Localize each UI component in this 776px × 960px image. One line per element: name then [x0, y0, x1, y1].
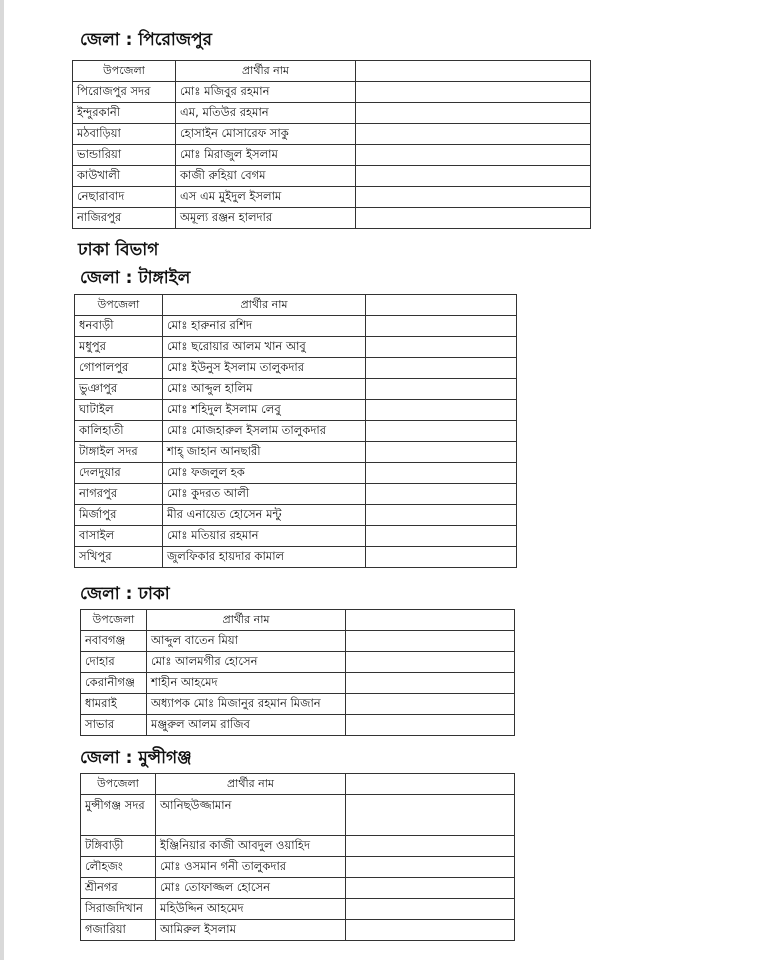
- candidate-cell: মোঃ মিরাজুল ইসলাম: [176, 145, 356, 166]
- table-header-row: [75, 295, 517, 316]
- empty-cell: [366, 421, 517, 442]
- table-row: [75, 316, 517, 337]
- empty-cell: [346, 795, 515, 836]
- header-empty: [346, 610, 515, 631]
- upazila-cell: ভুঞাপুর: [75, 379, 163, 400]
- empty-cell: [356, 166, 591, 187]
- upazila-cell: মঠবাড়িয়া: [73, 124, 176, 145]
- table-row: [73, 103, 591, 124]
- table-row: [81, 715, 515, 736]
- upazila-cell: ধামরাই: [81, 694, 147, 715]
- empty-cell: [346, 673, 515, 694]
- empty-cell: [366, 337, 517, 358]
- empty-cell: [366, 526, 517, 547]
- table-munshiganj: [80, 773, 515, 941]
- table-row: [81, 920, 515, 941]
- table-row: [75, 484, 517, 505]
- header-candidate: প্রার্থীর নাম: [147, 610, 346, 631]
- candidate-cell: শাহ্ জাহান আনছারী: [163, 442, 366, 463]
- candidate-cell: আমিরুল ইসলাম: [156, 920, 346, 941]
- empty-cell: [356, 187, 591, 208]
- header-empty: [346, 774, 515, 795]
- table-row: [81, 795, 515, 836]
- candidate-cell: এস এম মুইদুল ইসলাম: [176, 187, 356, 208]
- district-title-pirojpur: জেলা : পিরোজপুর: [80, 30, 212, 50]
- table-row: [75, 547, 517, 568]
- candidate-cell: মোঃ শহিদুল ইসলাম লেবু: [163, 400, 366, 421]
- candidate-cell: মোঃ ওসমান গনী তালুকদার: [156, 857, 346, 878]
- candidate-cell: ইঞ্জিনিয়ার কাজী আবদুল ওয়াহিদ: [156, 836, 346, 857]
- candidate-cell: মোঃ মজিবুর রহমান: [176, 82, 356, 103]
- header-candidate: প্রার্থীর নাম: [176, 61, 356, 82]
- upazila-cell: নাগরপুর: [75, 484, 163, 505]
- empty-cell: [366, 484, 517, 505]
- upazila-cell: ভান্ডারিয়া: [73, 145, 176, 166]
- upazila-cell: ধনবাড়ী: [75, 316, 163, 337]
- upazila-cell: বাসাইল: [75, 526, 163, 547]
- candidate-cell: শাহীন আহমেদ: [147, 673, 346, 694]
- header-upazila: উপজেলা: [81, 610, 147, 631]
- upazila-cell: সাভার: [81, 715, 147, 736]
- empty-cell: [346, 715, 515, 736]
- table-pirojpur: [72, 60, 591, 229]
- table-row: [73, 124, 591, 145]
- table-row: [81, 878, 515, 899]
- upazila-cell: মধুপুর: [75, 337, 163, 358]
- header-upazila: উপজেলা: [75, 295, 163, 316]
- district-title-tangail: জেলা : টাঙ্গাইল: [80, 268, 191, 288]
- empty-cell: [366, 547, 517, 568]
- table-row: [73, 208, 591, 229]
- upazila-cell: লৌহজং: [81, 857, 156, 878]
- empty-cell: [356, 82, 591, 103]
- table-row: [73, 82, 591, 103]
- candidate-cell: এম, মতিউর রহমান: [176, 103, 356, 124]
- candidate-cell: মোঃ ফজলুল হক: [163, 463, 366, 484]
- header-empty: [366, 295, 517, 316]
- upazila-cell: গজারিয়া: [81, 920, 156, 941]
- empty-cell: [356, 208, 591, 229]
- empty-cell: [346, 899, 515, 920]
- table-row: [73, 166, 591, 187]
- table-header-row: [81, 774, 515, 795]
- upazila-cell: শ্রীনগর: [81, 878, 156, 899]
- table-row: [81, 694, 515, 715]
- header-upazila: উপজেলা: [81, 774, 156, 795]
- candidate-cell: আব্দুল বাতেন মিয়া: [147, 631, 346, 652]
- header-empty: [356, 61, 591, 82]
- table-row: [81, 673, 515, 694]
- candidate-cell: মোঃ কুদরত আলী: [163, 484, 366, 505]
- table-row: [75, 379, 517, 400]
- upazila-cell: পিরোজপুর সদর: [73, 82, 176, 103]
- district-title-munshiganj: জেলা : মুন্সীগঞ্জ: [80, 748, 192, 768]
- table-tangail: [74, 294, 517, 568]
- table-header-row: [73, 61, 591, 82]
- empty-cell: [346, 631, 515, 652]
- table-row: [75, 463, 517, 484]
- empty-cell: [346, 920, 515, 941]
- candidate-cell: মঞ্জুরুল আলম রাজিব: [147, 715, 346, 736]
- candidate-cell: জুলফিকার হায়দার কামাল: [163, 547, 366, 568]
- empty-cell: [346, 878, 515, 899]
- empty-cell: [346, 694, 515, 715]
- candidate-cell: মোঃ আলমগীর হোসেন: [147, 652, 346, 673]
- empty-cell: [366, 442, 517, 463]
- table-row: [75, 421, 517, 442]
- table-row: [81, 857, 515, 878]
- table-row: [81, 836, 515, 857]
- candidate-cell: মোঃ মোজহারুল ইসলাম তালুকদার: [163, 421, 366, 442]
- upazila-cell: নাজিরপুর: [73, 208, 176, 229]
- table-dhaka: [80, 609, 515, 736]
- upazila-cell: টাঙ্গাইল সদর: [75, 442, 163, 463]
- candidate-cell: মীর এনায়েত হোসেন মন্টু: [163, 505, 366, 526]
- empty-cell: [366, 463, 517, 484]
- table-row: [75, 358, 517, 379]
- candidate-cell: মোঃ হারুনার রশিদ: [163, 316, 366, 337]
- header-candidate: প্রার্থীর নাম: [156, 774, 346, 795]
- candidate-cell: অধ্যাপক মোঃ মিজানুর রহমান মিজান: [147, 694, 346, 715]
- candidate-cell: কাজী রুহিয়া বেগম: [176, 166, 356, 187]
- upazila-cell: নেছারাবাদ: [73, 187, 176, 208]
- upazila-cell: মির্জাপুর: [75, 505, 163, 526]
- table-row: [75, 442, 517, 463]
- candidate-cell: মোঃ আব্দুল হালিম: [163, 379, 366, 400]
- header-upazila: উপজেলা: [73, 61, 176, 82]
- table-row: [73, 145, 591, 166]
- empty-cell: [366, 379, 517, 400]
- table-row: [81, 652, 515, 673]
- candidate-cell: মোঃ ইউনুস ইসলাম তালুকদার: [163, 358, 366, 379]
- empty-cell: [346, 857, 515, 878]
- empty-cell: [356, 124, 591, 145]
- candidate-cell: অমূল্য রঞ্জন হালদার: [176, 208, 356, 229]
- candidate-cell: মোঃ তোফাজ্জল হোসেন: [156, 878, 346, 899]
- candidate-cell: মহিউদ্দিন আহমেদ: [156, 899, 346, 920]
- empty-cell: [366, 316, 517, 337]
- empty-cell: [366, 505, 517, 526]
- empty-cell: [356, 145, 591, 166]
- upazila-cell: ঘাটাইল: [75, 400, 163, 421]
- candidate-cell: আনিছউজ্জামান: [156, 795, 346, 836]
- upazila-cell: সিরাজদিখান: [81, 899, 156, 920]
- upazila-cell: ইন্দুরকানী: [73, 103, 176, 124]
- table-row: [81, 899, 515, 920]
- empty-cell: [346, 836, 515, 857]
- table-row: [75, 526, 517, 547]
- division-title-dhaka: ঢাকা বিভাগ: [78, 240, 159, 260]
- upazila-cell: নবাবগঞ্জ: [81, 631, 147, 652]
- candidate-cell: মোঃ ছরোয়ার আলম খান আবু: [163, 337, 366, 358]
- upazila-cell: কাউখালী: [73, 166, 176, 187]
- table-row: [75, 337, 517, 358]
- upazila-cell: টঙ্গিবাড়ী: [81, 836, 156, 857]
- candidate-cell: হোসাইন মোসারেফ সাকু: [176, 124, 356, 145]
- upazila-cell: মুন্সীগঞ্জ সদর: [81, 795, 156, 836]
- upazila-cell: কেরানীগঞ্জ: [81, 673, 147, 694]
- table-header-row: [81, 610, 515, 631]
- table-row: [75, 505, 517, 526]
- table-row: [73, 187, 591, 208]
- page-left-edge: [0, 0, 4, 960]
- table-row: [75, 400, 517, 421]
- empty-cell: [366, 358, 517, 379]
- upazila-cell: গোপালপুর: [75, 358, 163, 379]
- empty-cell: [346, 652, 515, 673]
- candidate-cell: মোঃ মতিয়ার রহমান: [163, 526, 366, 547]
- empty-cell: [356, 103, 591, 124]
- header-candidate: প্রার্থীর নাম: [163, 295, 366, 316]
- upazila-cell: দেলদুয়ার: [75, 463, 163, 484]
- table-row: [81, 631, 515, 652]
- upazila-cell: কালিহাতী: [75, 421, 163, 442]
- empty-cell: [366, 400, 517, 421]
- upazila-cell: দোহার: [81, 652, 147, 673]
- district-title-dhaka: জেলা : ঢাকা: [80, 584, 170, 604]
- upazila-cell: সখিপুর: [75, 547, 163, 568]
